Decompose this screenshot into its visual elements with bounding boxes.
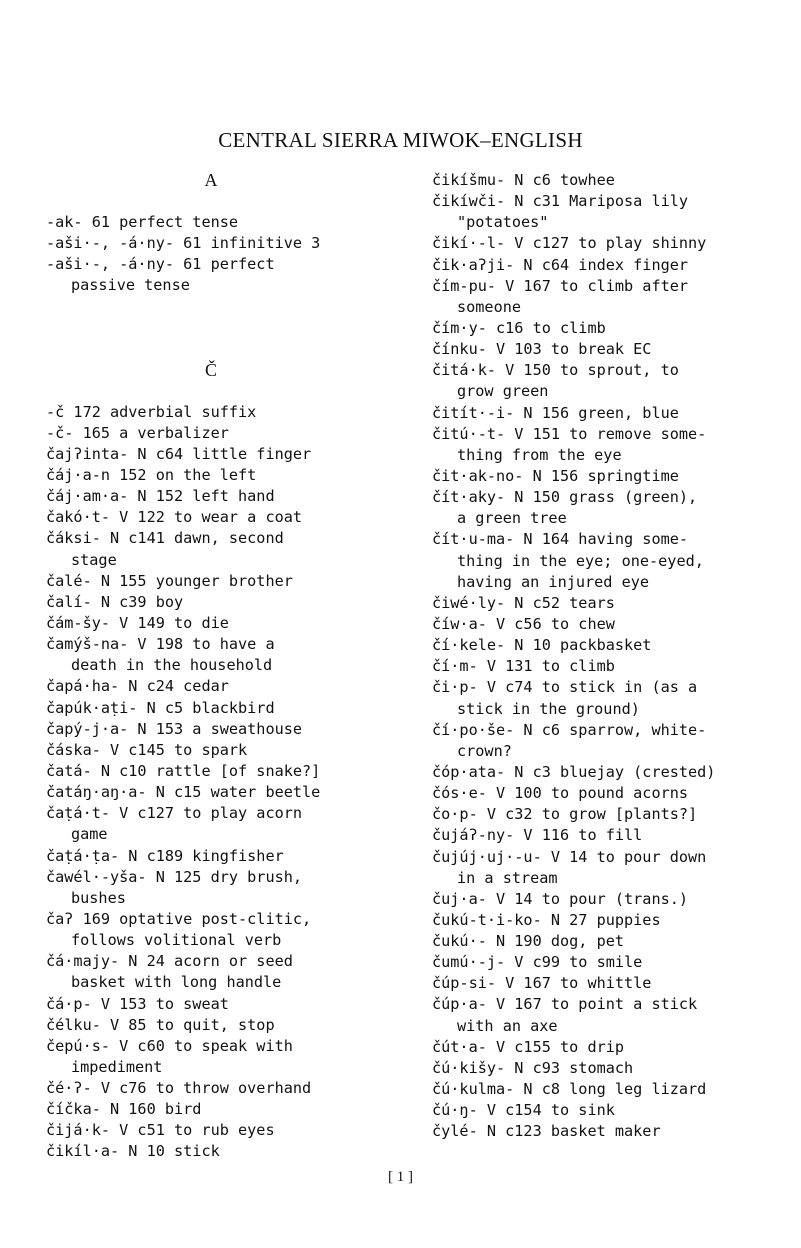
dictionary-entry: čím-pu- V 167 to climb after: [432, 276, 689, 295]
dictionary-entry: čúp·a- V 167 to point a stick: [432, 995, 698, 1014]
entry-continuation-line: game: [71, 825, 108, 844]
dictionary-entry: čajʔinta- N c64 little finger: [46, 444, 312, 463]
dictionary-entry: čé·ʔ- V c76 to throw overhand: [46, 1079, 312, 1098]
entry-continuation-line: grow green: [457, 382, 549, 401]
dictionary-entry: čalé- N 155 younger brother: [46, 571, 293, 590]
dictionary-entry: čikíwči- N c31 Mariposa lily: [432, 192, 689, 211]
dictionary-entry: čáj·am·a- N 152 left hand: [46, 487, 275, 506]
dictionary-entry: čú·ŋ- V c154 to sink: [432, 1101, 615, 1120]
dictionary-entry: čít·u-ma- N 164 having some-: [432, 530, 689, 549]
entry-list-c: [46, 402, 396, 1163]
entry-continuation-line: thing from the eye: [457, 445, 622, 464]
dictionary-entry: čitá·k- V 150 to sprout, to: [432, 361, 679, 380]
page-title: CENTRAL SIERRA MIWOK–ENGLISH: [218, 128, 583, 152]
entry-continuation-line: impediment: [71, 1057, 163, 1076]
dictionary-entry: čumú·-j- V c99 to smile: [432, 953, 643, 972]
dictionary-entry: čós·e- V 100 to pound acorns: [432, 784, 689, 803]
dictionary-entry: čaṭá·t- V c127 to play acorn: [46, 804, 303, 823]
dictionary-entry: čí·m- V 131 to climb: [432, 657, 615, 676]
dictionary-entry: čukú-t·i-ko- N 27 puppies: [432, 910, 661, 929]
dictionary-entry: čapá·ha- N c24 cedar: [46, 677, 229, 696]
left-column: [46, 170, 396, 1163]
dictionary-entry: čú·kišy- N c93 stomach: [432, 1058, 634, 1077]
dictionary-entry: čapý-j·a- N 153 a sweathouse: [46, 719, 303, 738]
entry-continuation-line: bushes: [71, 888, 126, 907]
dictionary-entry: číw·a- V c56 to chew: [432, 614, 615, 633]
dictionary-entry: čik·aʔji- N c64 index finger: [432, 255, 689, 274]
entry-continuation-line: thing in the eye; one-eyed,: [457, 551, 704, 570]
dictionary-entry: čit·ak-no- N 156 springtime: [432, 466, 679, 485]
dictionary-entry: čám-šy- V 149 to die: [46, 613, 229, 632]
dictionary-entry: čepú·s- V c60 to speak with: [46, 1036, 293, 1055]
entry-continuation-line: passive tense: [71, 276, 190, 295]
dictionary-entry: čapúk·aṭi- N c5 blackbird: [46, 698, 275, 717]
entry-continuation-line: death in the household: [71, 656, 273, 675]
dictionary-entry: čá·majy- N 24 acorn or seed: [46, 952, 293, 971]
dictionary-entry: čím·y- c16 to climb: [432, 318, 606, 337]
dictionary-entry: čóp·ata- N c3 bluejay (crested): [432, 762, 716, 781]
entry-list-a: [46, 212, 396, 297]
entry-continuation-line: a green tree: [457, 509, 567, 528]
dictionary-entry: číčka- N 160 bird: [46, 1100, 202, 1119]
dictionary-entry: čukú·- N 190 dog, pet: [432, 932, 625, 951]
dictionary-entry: -aši·-, -á·ny- 61 infinitive 3: [46, 234, 321, 253]
dictionary-entry: čikíl·a- N 10 stick: [46, 1142, 220, 1161]
dictionary-entry: čamýš-na- V 198 to have a: [46, 635, 275, 654]
dictionary-entry: čitít·-i- N 156 green, blue: [432, 403, 679, 422]
dictionary-entry: čú·kulma- N c8 long leg lizard: [432, 1080, 707, 1099]
dictionary-entry: čí·kele- N 10 packbasket: [432, 636, 652, 655]
dictionary-entry: čikíšmu- N c6 towhee: [432, 171, 615, 189]
entry-continuation-line: someone: [457, 297, 522, 316]
dictionary-entry: čí·po·še- N c6 sparrow, white-: [432, 720, 707, 739]
dictionary-entry: -č 172 adverbial suffix: [46, 402, 257, 421]
right-column: [432, 170, 782, 1142]
entry-list-right: [432, 170, 782, 1142]
dictionary-entry: -č- 165 a verbalizer: [46, 423, 229, 442]
dictionary-entry: čínku- V 103 to break EC: [432, 340, 652, 359]
dictionary-entry: -ak- 61 perfect tense: [46, 213, 239, 231]
entry-continuation-line: with an axe: [457, 1016, 558, 1035]
dictionary-entry: čélku- V 85 to quit, stop: [46, 1015, 275, 1034]
dictionary-entry: čylé- N c123 basket maker: [432, 1122, 661, 1141]
entry-continuation-line: stage: [71, 550, 117, 569]
dictionary-entry: čijá·k- V c51 to rub eyes: [46, 1121, 275, 1140]
dictionary-entry: čakó·t- V 122 to wear a coat: [46, 508, 303, 527]
dictionary-entry: čúp-si- V 167 to whittle: [432, 974, 652, 993]
dictionary-entry: čáska- V c145 to spark: [46, 740, 248, 759]
dictionary-entry: či·p- V c74 to stick in (as a: [432, 678, 698, 697]
dictionary-entry: čalí- N c39 boy: [46, 592, 184, 611]
dictionary-entry: čatáŋ·aŋ·a- N c15 water beetle: [46, 783, 321, 802]
dictionary-entry: čawél·-yša- N 125 dry brush,: [46, 867, 303, 886]
dictionary-entry: čujúj·uj·-u- V 14 to pour down: [432, 847, 707, 866]
page-number: [ 1 ]: [388, 1169, 413, 1185]
entry-continuation-line: follows volitional verb: [71, 931, 282, 950]
entry-continuation-line: stick in the ground): [457, 699, 640, 718]
dictionary-entry: čá·p- V 153 to sweat: [46, 994, 229, 1013]
dictionary-entry: čút·a- V c155 to drip: [432, 1037, 625, 1056]
dictionary-entry: čiwé·ly- N c52 tears: [432, 593, 615, 612]
dictionary-entry: čaʔ 169 optative post-clitic,: [46, 909, 312, 928]
dictionary-entry: čikí·-l- V c127 to play shinny: [432, 234, 707, 253]
dictionary-entry: čaṭá·ṭa- N c189 kingfisher: [46, 846, 284, 865]
dictionary-entry: čáj·a-n 152 on the left: [46, 465, 257, 484]
dictionary-entry: -aši·-, -á·ny- 61 perfect: [46, 255, 275, 274]
entry-continuation-line: basket with long handle: [71, 973, 282, 992]
dictionary-entry: čít·aky- N 150 grass (green),: [432, 488, 698, 507]
entry-continuation-line: crown?: [457, 741, 512, 760]
dictionary-entry: čitú·-t- V 151 to remove some-: [432, 424, 707, 443]
section-heading-a: A: [204, 170, 218, 190]
dictionary-entry: čatá- N c10 rattle [of snake?]: [46, 761, 321, 780]
entry-continuation-line: in a stream: [457, 868, 558, 887]
dictionary-entry: čujáʔ-ny- V 116 to fill: [432, 826, 643, 845]
dictionary-entry: čuj·a- V 14 to pour (trans.): [432, 889, 689, 908]
entry-continuation-line: having an injured eye: [457, 572, 650, 591]
entry-continuation-line: "potatoes": [457, 213, 549, 232]
section-heading-c: Č: [204, 359, 217, 380]
dictionary-entry: čáksi- N c141 dawn, second: [46, 529, 284, 548]
dictionary-entry: čo·p- V c32 to grow [plants?]: [432, 805, 698, 824]
